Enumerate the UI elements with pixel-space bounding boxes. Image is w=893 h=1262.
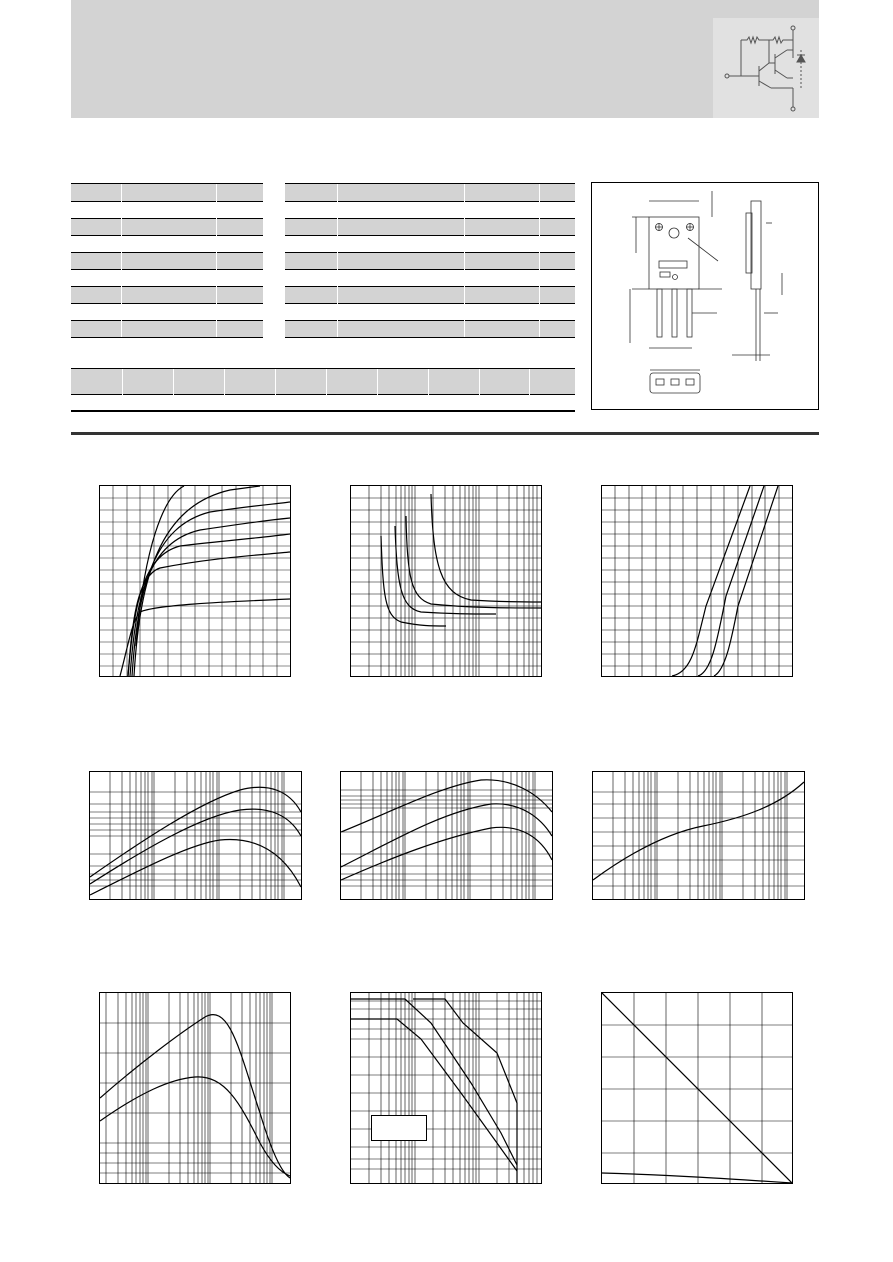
circuit-schematic: [713, 18, 819, 118]
graph-ic-vbe: [601, 485, 793, 677]
to3pf-package-icon: [592, 183, 820, 411]
electrical-characteristics-table: [285, 183, 575, 338]
graph-ic-vce-log: [350, 485, 542, 677]
darlington-schematic-icon: [713, 18, 819, 118]
graph-safe-operating-area: [350, 992, 542, 1184]
graph-pc-ta-derating: [601, 992, 793, 1184]
graph-hfe-ic-1: [89, 771, 302, 900]
graph-vcesat-ic: [592, 771, 805, 900]
section-divider: [71, 432, 819, 435]
graph-legend-box: [371, 1115, 427, 1141]
abs-max-ratings-table: [71, 183, 263, 338]
header-band: [71, 0, 819, 118]
hfe-rank-table: [71, 368, 575, 412]
graph-ft-ic: [99, 992, 291, 1184]
graph-hfe-ic-2: [340, 771, 553, 900]
graph-ic-vce: [99, 485, 291, 677]
package-outline-drawing: [591, 182, 819, 410]
